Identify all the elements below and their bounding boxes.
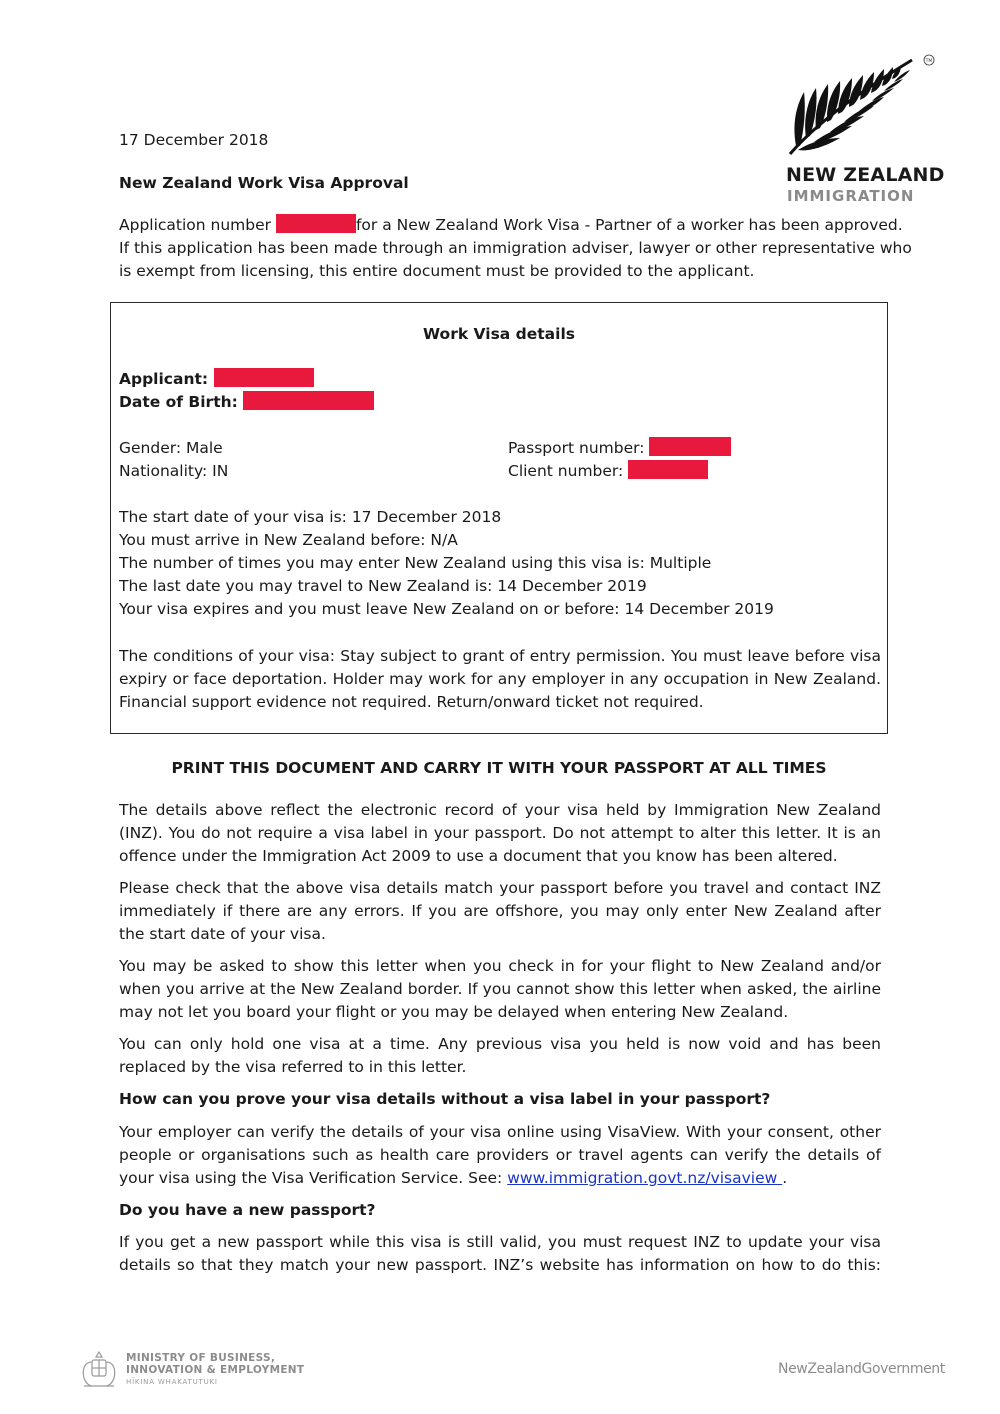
application-number-label: Application number: [119, 216, 272, 234]
intro-line-3: is exempt from licensing, this entire document must be provided to the applicant.: [119, 262, 755, 280]
passport-label: Passport number:: [508, 439, 645, 457]
details-heading: Work Visa details: [423, 325, 575, 343]
letter-date: 17 December 2018: [119, 131, 269, 149]
coat-of-arms-icon: [78, 1348, 120, 1390]
print-notice: PRINT THIS DOCUMENT AND CARRY IT WITH YOUR PASSPORT AT ALL TIMES: [171, 759, 827, 777]
dob-label: Date of Birth:: [119, 393, 238, 411]
visaview-text: Your employer can verify the details of your visa online using VisaView. With your consent, other people or organisations such as health care providers or travel agents can verify the details of your visa using the Visa Verification Service. See:: [119, 1123, 881, 1187]
silver-fern-icon: [786, 54, 936, 162]
mbie-line-1: MINISTRY OF BUSINESS,: [126, 1352, 276, 1364]
last-travel-date: The last date you may travel to New Zealand is: 14 December 2019: [119, 577, 647, 595]
body-paragraph-5: [119, 1121, 881, 1190]
redacted-passport-number: [649, 437, 731, 456]
logo-subtitle: IMMIGRATION: [787, 187, 915, 205]
passport-row: [508, 437, 731, 460]
section-heading-new-passport: Do you have a new passport?: [119, 1201, 376, 1219]
body-paragraph-3: You may be asked to show this letter when you check in for your flight to New Zealand and/or when you arrive at the New Zealand border. If you cannot show this letter when asked, the airline may not let you board your flight or you may be delayed when entering New Zealand.: [119, 957, 881, 1021]
mbie-line-2: INNOVATION & EMPLOYMENT: [126, 1364, 305, 1376]
letter-title: New Zealand Work Visa Approval: [119, 174, 409, 192]
applicant-row: [119, 368, 314, 391]
visaview-link[interactable]: www.immigration.govt.nz/visaview: [507, 1169, 783, 1187]
section-heading-prove-visa: How can you prove your visa details without a visa label in your passport?: [119, 1090, 771, 1108]
body-paragraph-4: You can only hold one visa at a time. Any previous visa you held is now void and has been replaced by the visa referred to in this letter.: [119, 1035, 881, 1076]
nationality: Nationality: IN: [119, 462, 229, 480]
logo-title: NEW ZEALAND: [786, 164, 945, 186]
client-label: Client number:: [508, 462, 624, 480]
intro-paragraph: [119, 214, 912, 283]
number-of-entries: The number of times you may enter New Zealand using this visa is: Multiple: [119, 554, 712, 572]
gender: Gender: Male: [119, 439, 223, 457]
body-paragraph-1: The details above reflect the electronic record of your visa held by Immigration New Zealand (INZ). You do not require a visa label in your passport. Do not attempt to alter this letter. It is an offence under the Immigration Act 2009 to use a document that you know has been altered.: [119, 801, 881, 865]
visaview-period: .: [782, 1169, 788, 1187]
body-paragraph-6: If you get a new passport while this visa is still valid, you must request INZ to update your visa details so that they match your new passport. INZ’s website has information on how to do this:: [119, 1233, 881, 1274]
redacted-client-number: [628, 460, 708, 479]
visa-expiry: Your visa expires and you must leave New Zealand on or before: 14 December 2019: [119, 600, 774, 618]
intro-line-1: [119, 214, 903, 237]
mbie-logo: [78, 1348, 318, 1392]
arrive-before: You must arrive in New Zealand before: N/A: [119, 531, 458, 549]
applicant-label: Applicant:: [119, 370, 209, 388]
body-paragraph-2: Please check that the above visa details match your passport before you travel and contact INZ immediately if there are any errors. If you are offshore, you may only enter New Zealand after the start date of your visa.: [119, 879, 881, 943]
redacted-date-of-birth: [243, 391, 374, 410]
visa-dates: [119, 506, 774, 621]
redacted-application-number: [276, 214, 356, 233]
nz-immigration-logo: [786, 54, 945, 205]
client-row: [508, 460, 708, 483]
visa-conditions: The conditions of your visa: Stay subject to grant of entry permission. You must leave before visa expiry or face deportation. Holder may work for any employer in any occupation in New Zealand. Financial support evidence not required. Return/onward ticket not required.: [119, 647, 881, 711]
application-approval-text: for a New Zealand Work Visa - Partner of a worker has been approved.: [355, 216, 903, 234]
nz-government-logo: NewZealandGovernment: [778, 1361, 945, 1377]
intro-line-2: If this application has been made through an immigration adviser, lawyer or other representative who: [119, 239, 912, 257]
mbie-maori-name: HĪKINA WHAKATUTUKI: [126, 1378, 218, 1386]
dob-row: [119, 391, 374, 414]
redacted-applicant-name: [214, 368, 314, 387]
visa-start-date: The start date of your visa is: 17 December 2018: [119, 508, 502, 526]
tm-mark: TM: [925, 59, 933, 64]
